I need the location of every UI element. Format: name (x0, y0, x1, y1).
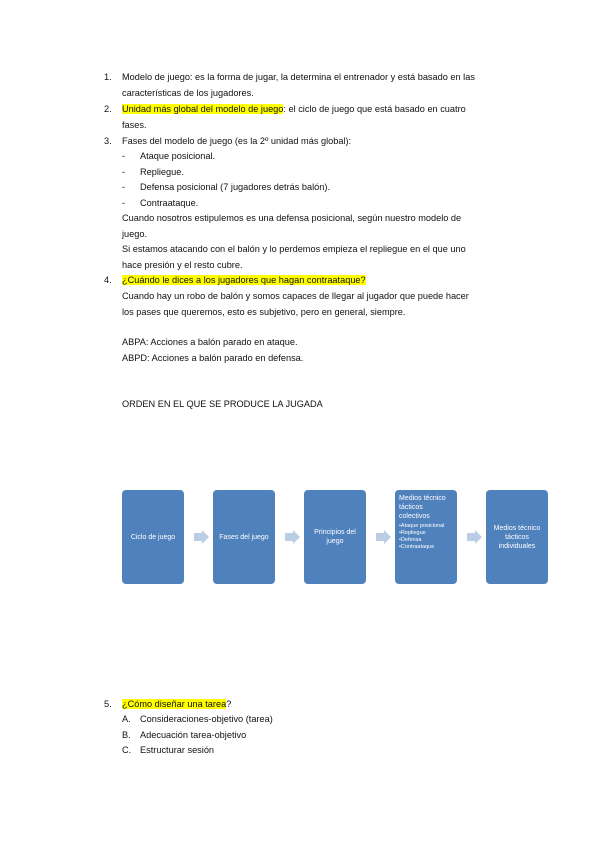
item-text-rest: : el ciclo de juego que está basado en cuatro (283, 104, 466, 114)
paragraph-line: Cuando nosotros estipulemos es una defensa posicional, según nuestro modelo de (122, 213, 462, 223)
diagram-box-individuales (486, 490, 548, 584)
item-text: Fases del modelo de juego (es la 2º unidad más global): (122, 136, 352, 146)
item-text-rest: ? (226, 699, 232, 709)
item-text (122, 102, 466, 118)
highlighted-text: Unidad más global del modelo de juego (122, 104, 284, 114)
diagram-box-ciclo (122, 490, 184, 584)
item-number: 3. (104, 136, 112, 146)
dash: - (122, 198, 126, 208)
paragraph-line: hace presión y el resto cubre. (122, 260, 243, 270)
item-text-cont: fases. (122, 120, 147, 130)
item-text: Modelo de juego: es la forma de jugar, la determina el entrenador y está basado en las (122, 72, 475, 82)
box-subitem: •Ataque posicional (399, 523, 445, 529)
section-heading: ORDEN EN EL QUE SE PRODUCE LA JUGADA (122, 399, 323, 409)
diagram-box-principios (304, 490, 366, 584)
phase-item: Contraataque. (140, 198, 199, 208)
sublist-letter: C. (122, 745, 132, 755)
box-label: Medios técnico tácticos individuales (493, 524, 541, 550)
box-subitem: •Repliegue (399, 530, 426, 536)
sublist-letter: B. (122, 730, 131, 740)
sublist-item: Consideraciones-objetivo (tarea) (140, 714, 273, 724)
box-sublist (399, 523, 444, 551)
item-number: 1. (104, 72, 112, 82)
paragraph-line: juego. (122, 229, 148, 239)
diagram-box-fases (213, 490, 275, 584)
paragraph-line: Cuando hay un robo de balón y somos capaces de llegar al jugador que puede hacer (122, 291, 469, 301)
sublist-letter: A. (122, 714, 131, 724)
phase-item: Repliegue. (140, 167, 184, 177)
box-subitem: •Contraataque (399, 544, 435, 550)
box-subitem: •Defensa (399, 537, 422, 543)
sublist-item: Adecuación tarea-objetivo (140, 730, 247, 740)
box-label: Medios técnico tácticos colectivos (399, 495, 446, 520)
phase-item: Ataque posicional. (140, 151, 216, 161)
abpa-line: ABPA: Acciones a balón parado en ataque. (122, 337, 298, 347)
box-label: Ciclo de juego (130, 533, 176, 541)
box-label: Principios del juego (314, 529, 356, 545)
abpd-line: ABPD: Acciones a balón parado en defensa. (122, 353, 304, 363)
paragraph-line: Si estamos atacando con el balón y lo perdemos empieza el repliegue en el que uno (122, 244, 466, 254)
highlighted-text: ¿Cuándo le dices a los jugadores que hagan contraataque? (122, 275, 366, 285)
highlighted-text: ¿Cómo diseñar una tarea (122, 699, 227, 709)
sublist-item: Estructurar sesión (140, 745, 215, 755)
dash: - (122, 151, 126, 161)
phase-item: Defensa posicional (7 jugadores detrás balón). (140, 182, 330, 192)
item-number: 5. (104, 699, 112, 709)
item-text (122, 273, 366, 289)
diagram-box-colectivos (395, 490, 457, 584)
dash: - (122, 167, 126, 177)
paragraph-line: los pases que queremos, esto es subjetivo, pero en general, siempre. (122, 307, 406, 317)
item-number: 4. (104, 275, 112, 285)
item-text-cont: características de los jugadores. (122, 88, 254, 98)
item-number: 2. (104, 104, 112, 114)
item-text (122, 697, 231, 713)
box-label: Fases del juego (219, 533, 269, 541)
dash: - (122, 182, 126, 192)
